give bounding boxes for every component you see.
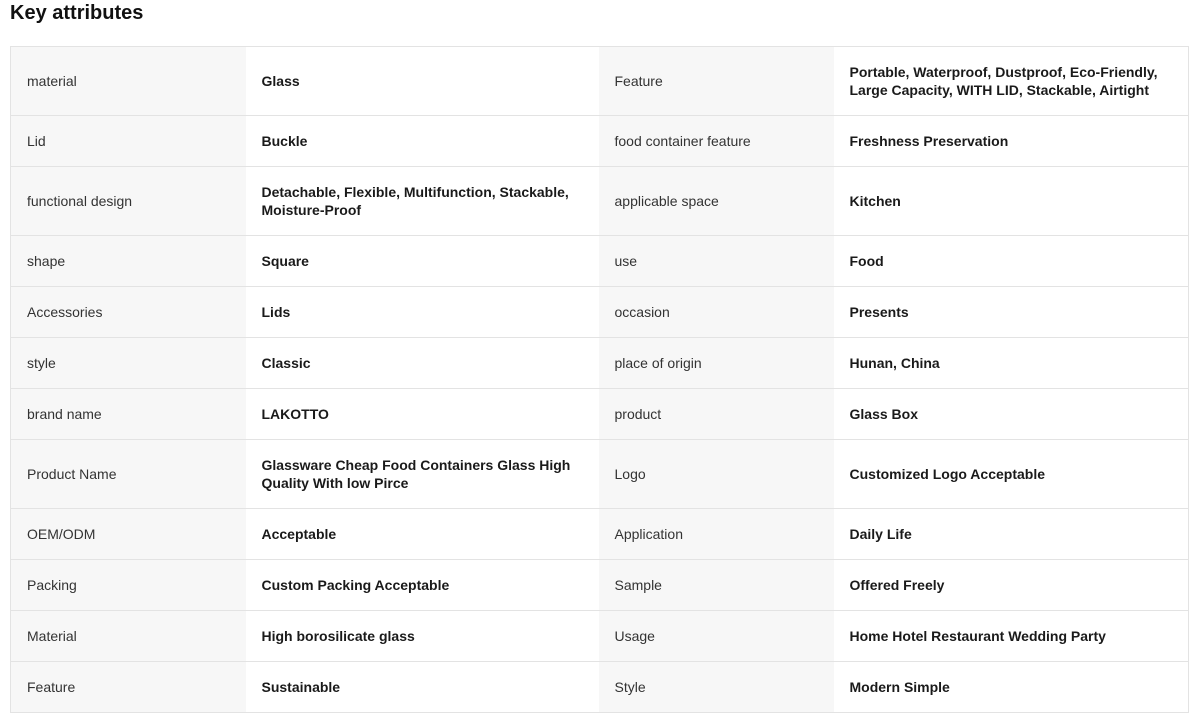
- attribute-value: Presents: [834, 287, 1189, 338]
- table-row: [11, 338, 1189, 389]
- attribute-value: Lids: [246, 287, 599, 338]
- table-row: [11, 560, 1189, 611]
- attribute-key: Style: [599, 662, 834, 713]
- attribute-value: Portable, Waterproof, Dustproof, Eco-Friendly, Large Capacity, WITH LID, Stackable, Airtight: [834, 47, 1189, 116]
- attribute-value: Modern Simple: [834, 662, 1189, 713]
- table-row: [11, 116, 1189, 167]
- attribute-value: Hunan, China: [834, 338, 1189, 389]
- attribute-value: Detachable, Flexible, Multifunction, Stackable, Moisture-Proof: [246, 167, 599, 236]
- table-row: [11, 287, 1189, 338]
- table-row: [11, 611, 1189, 662]
- attribute-key: place of origin: [599, 338, 834, 389]
- table-row: [11, 662, 1189, 713]
- attribute-key: food container feature: [599, 116, 834, 167]
- attribute-value: Glass: [246, 47, 599, 116]
- attribute-key: Sample: [599, 560, 834, 611]
- attribute-key: Usage: [599, 611, 834, 662]
- table-row: [11, 509, 1189, 560]
- attribute-key: Product Name: [11, 440, 246, 509]
- attribute-key: product: [599, 389, 834, 440]
- attribute-value: Classic: [246, 338, 599, 389]
- attribute-key: Feature: [11, 662, 246, 713]
- attribute-key: applicable space: [599, 167, 834, 236]
- attribute-key: OEM/ODM: [11, 509, 246, 560]
- attribute-value: Glassware Cheap Food Containers Glass High Quality With low Pirce: [246, 440, 599, 509]
- attribute-key: Accessories: [11, 287, 246, 338]
- attribute-key: Material: [11, 611, 246, 662]
- attribute-value: Home Hotel Restaurant Wedding Party: [834, 611, 1189, 662]
- table-row: [11, 440, 1189, 509]
- table-row: [11, 47, 1189, 116]
- attribute-key: style: [11, 338, 246, 389]
- attribute-value: Customized Logo Acceptable: [834, 440, 1189, 509]
- attribute-key: Feature: [599, 47, 834, 116]
- attribute-value: Food: [834, 236, 1189, 287]
- table-row: [11, 236, 1189, 287]
- attribute-value: Glass Box: [834, 389, 1189, 440]
- key-attributes-table: [10, 46, 1189, 713]
- attribute-value: Offered Freely: [834, 560, 1189, 611]
- attribute-key: use: [599, 236, 834, 287]
- attribute-key: Packing: [11, 560, 246, 611]
- attribute-value: High borosilicate glass: [246, 611, 599, 662]
- attribute-key: Logo: [599, 440, 834, 509]
- table-row: [11, 389, 1189, 440]
- attribute-value: Square: [246, 236, 599, 287]
- attribute-value: Kitchen: [834, 167, 1189, 236]
- attribute-key: occasion: [599, 287, 834, 338]
- section-title: Key attributes: [10, 2, 144, 24]
- attribute-key: functional design: [11, 167, 246, 236]
- attribute-value: Freshness Preservation: [834, 116, 1189, 167]
- attribute-value: Daily Life: [834, 509, 1189, 560]
- attribute-value: Sustainable: [246, 662, 599, 713]
- attribute-value: Custom Packing Acceptable: [246, 560, 599, 611]
- attribute-key: shape: [11, 236, 246, 287]
- attribute-value: LAKOTTO: [246, 389, 599, 440]
- attribute-key: brand name: [11, 389, 246, 440]
- attribute-key: material: [11, 47, 246, 116]
- attribute-key: Application: [599, 509, 834, 560]
- attribute-value: Buckle: [246, 116, 599, 167]
- table-row: [11, 167, 1189, 236]
- attribute-value: Acceptable: [246, 509, 599, 560]
- attribute-key: Lid: [11, 116, 246, 167]
